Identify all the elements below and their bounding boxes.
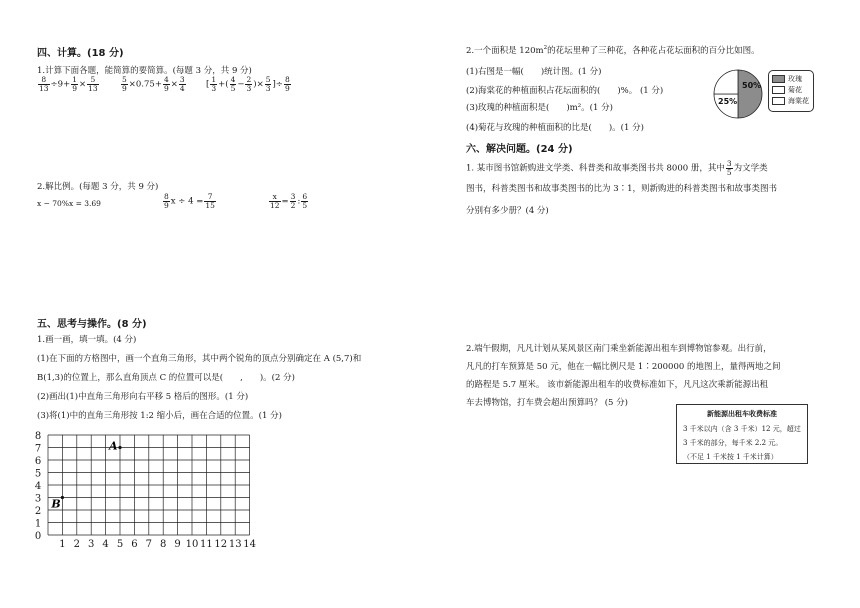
books-problem-line-3: 分别有多少册？(4 分) xyxy=(466,206,549,216)
x-axis-tick-label: 5 xyxy=(116,539,124,550)
coordinate-grid xyxy=(30,425,260,553)
pie-question-intro: 2.一个面积是 $120m^2$的花坛里种了三种花，各种花占花坛面积的百分比如图。 xyxy=(466,45,760,56)
y-axis-tick-label: 5 xyxy=(34,468,42,480)
draw-instruction-1a: (1)在下面的方格图中，画一个直角三角形，其中两个锐角的顶点分别确定在 A (5,7)和 xyxy=(37,354,362,364)
proportion-question-title: 2.解比例。(每题 3 分，共 9 分) xyxy=(37,182,159,192)
calc-question-title: 1.计算下面各题，能简算的要简算。(每题 3 分，共 9 分) xyxy=(37,66,252,76)
fee-box-line-2: 3 千米的部分，每千米 2.2 元。 xyxy=(683,439,783,447)
x-axis-tick-label: 13 xyxy=(228,539,242,550)
x-axis-tick-label: 2 xyxy=(73,539,80,550)
taxi-fee-box xyxy=(676,404,808,464)
proportion-expression-3: $\frac{x}{12}$ = $\frac{3}{2}$ : $\frac{6}{5}$ xyxy=(270,192,308,210)
proportion-expression-2: $\frac{8}{9}$ x ÷ 4 = $\frac{7}{15}$ xyxy=(164,192,215,210)
pie-slice-begonia xyxy=(714,70,738,94)
calc-expression-3: [ $\frac{1}{3}$ +( $\frac{4}{5}$ − $\frac{2}{3}$ )× $\frac{5}{3}$ ]÷ $\frac{8}{9}$ xyxy=(206,75,290,93)
x-axis-tick-label: 3 xyxy=(88,539,95,550)
point-a-label: A xyxy=(109,439,118,453)
y-axis-tick-label: 1 xyxy=(34,518,42,530)
books-problem-line-2: 图书，科普类图书和故事类图书的比为 3∶1，则新购进的科普类图书和故事类图书 xyxy=(466,184,778,194)
y-axis-tick-label: 8 xyxy=(34,431,42,442)
y-axis-tick-label: 0 xyxy=(34,531,42,542)
y-axis-tick-label: 3 xyxy=(34,493,42,505)
draw-instruction-2: (2)画出(1)中直角三角形向右平移 5 格后的图形。(1 分) xyxy=(37,392,249,402)
pie-label-25: 25% xyxy=(718,97,738,106)
draw-question-title: 1.画一画，填一填。(4 分) xyxy=(37,335,137,345)
y-axis-tick-label: 7 xyxy=(34,443,42,455)
pie-chart xyxy=(712,68,764,120)
y-axis-tick-label: 6 xyxy=(34,456,42,467)
x-axis-tick-label: 8 xyxy=(160,539,167,550)
taxi-problem-line-2: 凡凡的打车预算是 50 元，他在一幅比例尺是 1∶200000 的地图上，量得两地之间 xyxy=(466,362,781,372)
calc-expression-1: $\frac{8}{13}$ ÷9+ $\frac{1}{9}$ × $\frac{5}{13}$ xyxy=(39,75,98,93)
taxi-problem-line-1: 2.端午假期，凡凡计划从某风景区南门乘坐新能源出租车到博物馆参观。出行前， xyxy=(466,344,772,354)
pie-subquestion-1: (1)右图是一幅( )统计图。(1 分) xyxy=(466,67,602,77)
point-b-label: B xyxy=(51,497,61,511)
fee-box-title: 新能源出租车收费标准 xyxy=(707,409,777,418)
proportion-expression-1: x − 70%x = 3.69 xyxy=(37,199,101,208)
draw-instruction-1b: B(1,3)的位置上，那么直角顶点 C 的位置可以是( , )。(2 分) xyxy=(37,373,295,383)
pie-label-50: 50% xyxy=(742,81,762,90)
x-axis-tick-label: 1 xyxy=(59,539,66,550)
y-axis-tick-label: 2 xyxy=(34,506,42,517)
pie-subquestion-3: (3)玫瑰的种植面积是( )m²。(1 分) xyxy=(466,103,613,113)
pie-subquestion-2: (2)海棠花的种植面积占花坛面积的( )%。 (1 分) xyxy=(466,86,664,96)
x-axis-tick-label: 4 xyxy=(102,539,109,550)
legend-swatch-chrys xyxy=(772,86,785,94)
fee-box-line-3: （不足 1 千米按 1 千米计算） xyxy=(683,453,778,461)
x-axis-tick-label: 7 xyxy=(145,539,152,550)
section-4-title: 四、计算。(18 分) xyxy=(37,48,124,59)
x-axis-tick-label: 6 xyxy=(131,539,138,550)
fee-box-line-1: 3 千米以内（含 3 千米）12 元，超过 xyxy=(683,425,801,433)
taxi-problem-line-3: 的路程是 5.7 厘米。 该市新能源出租车的收费标准如下，凡凡这次乘新能源出租 xyxy=(466,380,769,390)
draw-instruction-3: (3)将(1)中的直角三角形按 1:2 缩小后，画在合适的位置。(1 分) xyxy=(37,411,282,421)
taxi-problem-line-4: 车去博物馆，打车费会超出预算吗？ (5 分) xyxy=(466,398,628,408)
section-6-title: 六、解决问题。(24 分) xyxy=(466,144,573,155)
legend-item-begonia: 海棠花 xyxy=(772,96,810,106)
legend-item-chrys: 菊花 xyxy=(772,85,810,95)
legend-item-rose: 玫瑰 xyxy=(772,74,810,84)
x-axis-tick-label: 11 xyxy=(200,539,213,550)
pie-subquestion-4: (4)菊花与玫瑰的种植面积的比是( )。(1 分) xyxy=(466,123,644,133)
section-5-title: 五、思考与操作。(8 分) xyxy=(37,319,147,330)
x-axis-tick-label: 12 xyxy=(214,539,228,550)
legend-swatch-begonia xyxy=(772,97,785,105)
point-a-dot xyxy=(118,446,121,449)
point-b-dot xyxy=(61,496,64,499)
legend-swatch-rose xyxy=(772,75,785,83)
x-axis-tick-label: 10 xyxy=(185,539,199,550)
books-problem-line-1: 1. 某市图书馆新购进文学类、科普类和故事类图书共 8000 册，其中 $\frac{3}{5}$ 为文学类 xyxy=(466,159,768,177)
y-axis-tick-label: 4 xyxy=(34,481,42,492)
pie-slice-rose xyxy=(738,70,762,118)
x-axis-tick-label: 14 xyxy=(243,539,256,550)
x-axis-tick-label: 9 xyxy=(174,539,181,550)
calc-expression-2: $\frac{5}{9}$ ×0.75+ $\frac{4}{9}$ × $\frac{3}{4}$ xyxy=(122,75,185,93)
pie-legend xyxy=(768,70,814,112)
